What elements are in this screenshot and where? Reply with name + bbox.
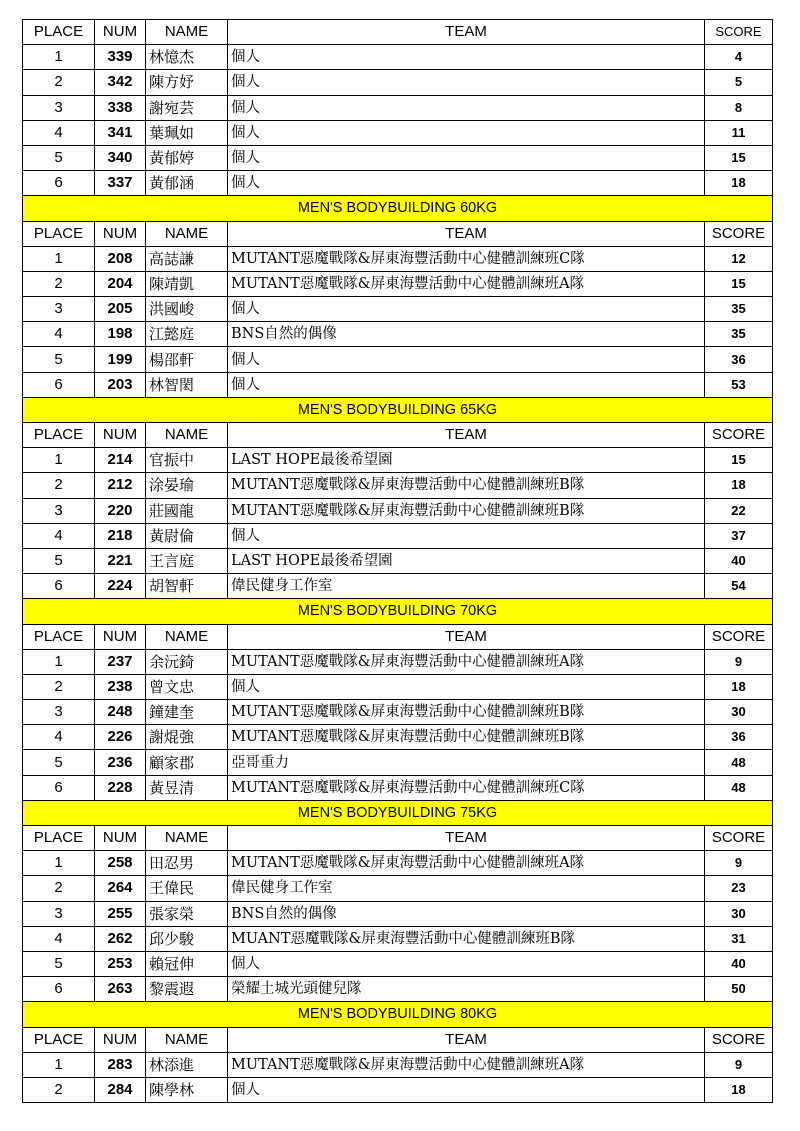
num-cell: 212 [95, 473, 146, 498]
team-cell: 亞哥重力 [228, 750, 705, 775]
category-header-row [23, 196, 773, 221]
table-row [23, 322, 773, 347]
team-cell: MUTANT惡魔戰隊&屏東海豐活動中心健體訓練班A隊 [228, 649, 705, 674]
place-cell: 3 [23, 901, 95, 926]
name-cell: 顧家郡 [146, 750, 228, 775]
name-cell: 王偉民 [146, 876, 228, 901]
score-cell: 40 [705, 951, 773, 976]
name-column-header: NAME [146, 423, 228, 448]
name-cell: 謝焜強 [146, 725, 228, 750]
place-cell: 1 [23, 448, 95, 473]
score-cell: 18 [705, 674, 773, 699]
score-cell: 35 [705, 322, 773, 347]
name-cell: 林智閎 [146, 372, 228, 397]
name-column-header: NAME [146, 826, 228, 851]
score-cell: 35 [705, 297, 773, 322]
place-cell: 1 [23, 1052, 95, 1077]
team-cell: MUTANT惡魔戰隊&屏東海豐活動中心健體訓練班A隊 [228, 1052, 705, 1077]
place-cell: 3 [23, 297, 95, 322]
category-title: MEN'S BODYBUILDING 60KG [23, 196, 773, 221]
table-row [23, 372, 773, 397]
num-cell: 236 [95, 750, 146, 775]
place-column-header: PLACE [23, 423, 95, 448]
score-cell: 48 [705, 775, 773, 800]
place-cell: 2 [23, 70, 95, 95]
name-cell: 黃郁婷 [146, 145, 228, 170]
team-cell: MUTANT惡魔戰隊&屏東海豐活動中心健體訓練班B隊 [228, 473, 705, 498]
num-cell: 253 [95, 951, 146, 976]
category-title: MEN'S BODYBUILDING 80KG [23, 1002, 773, 1027]
team-cell: 個人 [228, 951, 705, 976]
category-title: MEN'S BODYBUILDING 70KG [23, 599, 773, 624]
table-row [23, 95, 773, 120]
score-cell: 15 [705, 145, 773, 170]
place-cell: 4 [23, 926, 95, 951]
team-cell: 個人 [228, 145, 705, 170]
category-title: MEN'S BODYBUILDING 65KG [23, 397, 773, 422]
table-row [23, 548, 773, 573]
team-cell: 個人 [228, 95, 705, 120]
num-cell: 339 [95, 45, 146, 70]
num-cell: 203 [95, 372, 146, 397]
team-cell: 個人 [228, 523, 705, 548]
table-row [23, 145, 773, 170]
score-cell: 11 [705, 120, 773, 145]
name-cell: 洪國峻 [146, 297, 228, 322]
team-cell: 個人 [228, 372, 705, 397]
table-row [23, 120, 773, 145]
score-cell: 23 [705, 876, 773, 901]
team-column-header: TEAM [228, 221, 705, 246]
name-cell: 高誌謙 [146, 246, 228, 271]
name-cell: 胡智軒 [146, 574, 228, 599]
table-row [23, 775, 773, 800]
table-row [23, 725, 773, 750]
place-cell: 6 [23, 574, 95, 599]
score-cell: 15 [705, 448, 773, 473]
num-cell: 338 [95, 95, 146, 120]
score-cell: 37 [705, 523, 773, 548]
place-cell: 3 [23, 498, 95, 523]
team-column-header: TEAM [228, 624, 705, 649]
place-cell: 2 [23, 876, 95, 901]
name-cell: 林添進 [146, 1052, 228, 1077]
score-cell: 8 [705, 95, 773, 120]
name-cell: 陳靖凱 [146, 271, 228, 296]
team-cell: MUTANT惡魔戰隊&屏東海豐活動中心健體訓練班A隊 [228, 851, 705, 876]
name-cell: 余沅錡 [146, 649, 228, 674]
team-cell: 個人 [228, 120, 705, 145]
num-cell: 224 [95, 574, 146, 599]
name-cell: 莊國龍 [146, 498, 228, 523]
place-cell: 3 [23, 95, 95, 120]
place-column-header: PLACE [23, 624, 95, 649]
num-cell: 220 [95, 498, 146, 523]
place-cell: 2 [23, 271, 95, 296]
table-row [23, 70, 773, 95]
column-header-row [23, 20, 773, 45]
place-cell: 5 [23, 750, 95, 775]
place-column-header: PLACE [23, 20, 95, 45]
team-cell: 個人 [228, 674, 705, 699]
place-cell: 6 [23, 171, 95, 196]
name-cell: 田忍男 [146, 851, 228, 876]
num-column-header: NUM [95, 221, 146, 246]
name-cell: 林憶杰 [146, 45, 228, 70]
score-cell: 22 [705, 498, 773, 523]
score-cell: 4 [705, 45, 773, 70]
name-cell: 黃尉倫 [146, 523, 228, 548]
num-cell: 264 [95, 876, 146, 901]
name-cell: 江懿庭 [146, 322, 228, 347]
category-header-row [23, 397, 773, 422]
score-column-header: SCORE [705, 826, 773, 851]
table-row [23, 901, 773, 926]
team-cell: LAST HOPE最後希望園 [228, 448, 705, 473]
score-cell: 53 [705, 372, 773, 397]
score-cell: 15 [705, 271, 773, 296]
team-column-header: TEAM [228, 20, 705, 45]
num-cell: 262 [95, 926, 146, 951]
num-cell: 255 [95, 901, 146, 926]
score-cell: 9 [705, 649, 773, 674]
place-cell: 6 [23, 775, 95, 800]
table-row [23, 700, 773, 725]
team-cell: MUTANT惡魔戰隊&屏東海豐活動中心健體訓練班C隊 [228, 775, 705, 800]
num-column-header: NUM [95, 624, 146, 649]
num-cell: 199 [95, 347, 146, 372]
team-cell: LAST HOPE最後希望園 [228, 548, 705, 573]
name-cell: 黃昱清 [146, 775, 228, 800]
score-cell: 9 [705, 1052, 773, 1077]
name-column-header: NAME [146, 624, 228, 649]
team-column-header: TEAM [228, 423, 705, 448]
name-cell: 黎震遐 [146, 977, 228, 1002]
name-cell: 黃郁涵 [146, 171, 228, 196]
score-cell: 36 [705, 725, 773, 750]
team-cell: 個人 [228, 45, 705, 70]
name-cell: 邱少駿 [146, 926, 228, 951]
num-cell: 198 [95, 322, 146, 347]
name-cell: 楊邵軒 [146, 347, 228, 372]
column-header-row [23, 624, 773, 649]
place-column-header: PLACE [23, 221, 95, 246]
num-cell: 226 [95, 725, 146, 750]
table-row [23, 271, 773, 296]
num-cell: 342 [95, 70, 146, 95]
num-cell: 341 [95, 120, 146, 145]
score-cell: 18 [705, 1077, 773, 1102]
category-header-row [23, 599, 773, 624]
name-cell: 曾文忠 [146, 674, 228, 699]
place-cell: 5 [23, 145, 95, 170]
name-cell: 官振中 [146, 448, 228, 473]
score-cell: 30 [705, 700, 773, 725]
place-cell: 4 [23, 322, 95, 347]
table-row [23, 926, 773, 951]
place-cell: 2 [23, 1077, 95, 1102]
table-row [23, 297, 773, 322]
place-cell: 5 [23, 347, 95, 372]
place-cell: 5 [23, 548, 95, 573]
place-cell: 2 [23, 473, 95, 498]
table-row [23, 1077, 773, 1102]
num-cell: 248 [95, 700, 146, 725]
name-column-header: NAME [146, 20, 228, 45]
team-cell: 個人 [228, 347, 705, 372]
num-cell: 263 [95, 977, 146, 1002]
num-cell: 205 [95, 297, 146, 322]
place-cell: 6 [23, 372, 95, 397]
score-cell: 18 [705, 473, 773, 498]
score-cell: 30 [705, 901, 773, 926]
name-cell: 王言庭 [146, 548, 228, 573]
name-cell: 涂晏瑜 [146, 473, 228, 498]
place-column-header: PLACE [23, 826, 95, 851]
score-cell: 54 [705, 574, 773, 599]
place-cell: 1 [23, 649, 95, 674]
team-cell: 個人 [228, 171, 705, 196]
score-cell: 31 [705, 926, 773, 951]
place-cell: 5 [23, 951, 95, 976]
team-column-header: TEAM [228, 826, 705, 851]
score-cell: 36 [705, 347, 773, 372]
table-row [23, 649, 773, 674]
num-cell: 284 [95, 1077, 146, 1102]
place-cell: 2 [23, 674, 95, 699]
place-cell: 1 [23, 851, 95, 876]
place-cell: 1 [23, 45, 95, 70]
place-cell: 4 [23, 120, 95, 145]
num-cell: 238 [95, 674, 146, 699]
table-row [23, 851, 773, 876]
place-column-header: PLACE [23, 1027, 95, 1052]
table-row [23, 45, 773, 70]
name-cell: 陳學林 [146, 1077, 228, 1102]
score-column-header: SCORE [705, 221, 773, 246]
column-header-row [23, 826, 773, 851]
num-column-header: NUM [95, 826, 146, 851]
team-cell: MUTANT惡魔戰隊&屏東海豐活動中心健體訓練班B隊 [228, 498, 705, 523]
score-cell: 18 [705, 171, 773, 196]
team-cell: 個人 [228, 1077, 705, 1102]
table-row [23, 674, 773, 699]
team-cell: BNS自然的偶像 [228, 322, 705, 347]
table-row [23, 448, 773, 473]
table-row [23, 977, 773, 1002]
score-column-header: SCORE [705, 20, 773, 45]
table-row [23, 473, 773, 498]
score-column-header: SCORE [705, 423, 773, 448]
score-cell: 9 [705, 851, 773, 876]
name-cell: 張家榮 [146, 901, 228, 926]
table-row [23, 1052, 773, 1077]
place-cell: 1 [23, 246, 95, 271]
num-column-header: NUM [95, 20, 146, 45]
column-header-row [23, 221, 773, 246]
table-row [23, 876, 773, 901]
num-cell: 340 [95, 145, 146, 170]
num-cell: 221 [95, 548, 146, 573]
num-cell: 237 [95, 649, 146, 674]
num-cell: 214 [95, 448, 146, 473]
team-cell: 個人 [228, 297, 705, 322]
num-cell: 228 [95, 775, 146, 800]
team-cell: MUTANT惡魔戰隊&屏東海豐活動中心健體訓練班B隊 [228, 725, 705, 750]
score-column-header: SCORE [705, 1027, 773, 1052]
team-cell: 個人 [228, 70, 705, 95]
num-cell: 218 [95, 523, 146, 548]
team-cell: MUANT惡魔戰隊&屏東海豐活動中心健體訓練班B隊 [228, 926, 705, 951]
score-cell: 48 [705, 750, 773, 775]
table-row [23, 498, 773, 523]
table-row [23, 246, 773, 271]
column-header-row [23, 423, 773, 448]
name-cell: 陳方妤 [146, 70, 228, 95]
num-cell: 283 [95, 1052, 146, 1077]
table-row [23, 523, 773, 548]
score-column-header: SCORE [705, 624, 773, 649]
name-cell: 鐘建奎 [146, 700, 228, 725]
name-column-header: NAME [146, 1027, 228, 1052]
num-cell: 337 [95, 171, 146, 196]
team-cell: 偉民健身工作室 [228, 574, 705, 599]
team-cell: 榮耀土城光頭健兒隊 [228, 977, 705, 1002]
name-cell: 賴冠伸 [146, 951, 228, 976]
name-column-header: NAME [146, 221, 228, 246]
team-cell: 偉民健身工作室 [228, 876, 705, 901]
table-row [23, 951, 773, 976]
score-cell: 50 [705, 977, 773, 1002]
score-cell: 12 [705, 246, 773, 271]
results-table [22, 19, 773, 1103]
score-cell: 40 [705, 548, 773, 573]
place-cell: 3 [23, 700, 95, 725]
team-column-header: TEAM [228, 1027, 705, 1052]
table-row [23, 347, 773, 372]
num-cell: 208 [95, 246, 146, 271]
category-header-row [23, 1002, 773, 1027]
team-cell: MUTANT惡魔戰隊&屏東海豐活動中心健體訓練班B隊 [228, 700, 705, 725]
score-cell: 5 [705, 70, 773, 95]
place-cell: 6 [23, 977, 95, 1002]
column-header-row [23, 1027, 773, 1052]
team-cell: MUTANT惡魔戰隊&屏東海豐活動中心健體訓練班A隊 [228, 271, 705, 296]
team-cell: MUTANT惡魔戰隊&屏東海豐活動中心健體訓練班C隊 [228, 246, 705, 271]
num-cell: 258 [95, 851, 146, 876]
table-row [23, 574, 773, 599]
name-cell: 葉珮如 [146, 120, 228, 145]
num-column-header: NUM [95, 1027, 146, 1052]
table-row [23, 750, 773, 775]
category-title: MEN'S BODYBUILDING 75KG [23, 800, 773, 825]
category-header-row [23, 800, 773, 825]
place-cell: 4 [23, 523, 95, 548]
num-cell: 204 [95, 271, 146, 296]
place-cell: 4 [23, 725, 95, 750]
name-cell: 謝宛芸 [146, 95, 228, 120]
table-row [23, 171, 773, 196]
team-cell: BNS自然的偶像 [228, 901, 705, 926]
num-column-header: NUM [95, 423, 146, 448]
